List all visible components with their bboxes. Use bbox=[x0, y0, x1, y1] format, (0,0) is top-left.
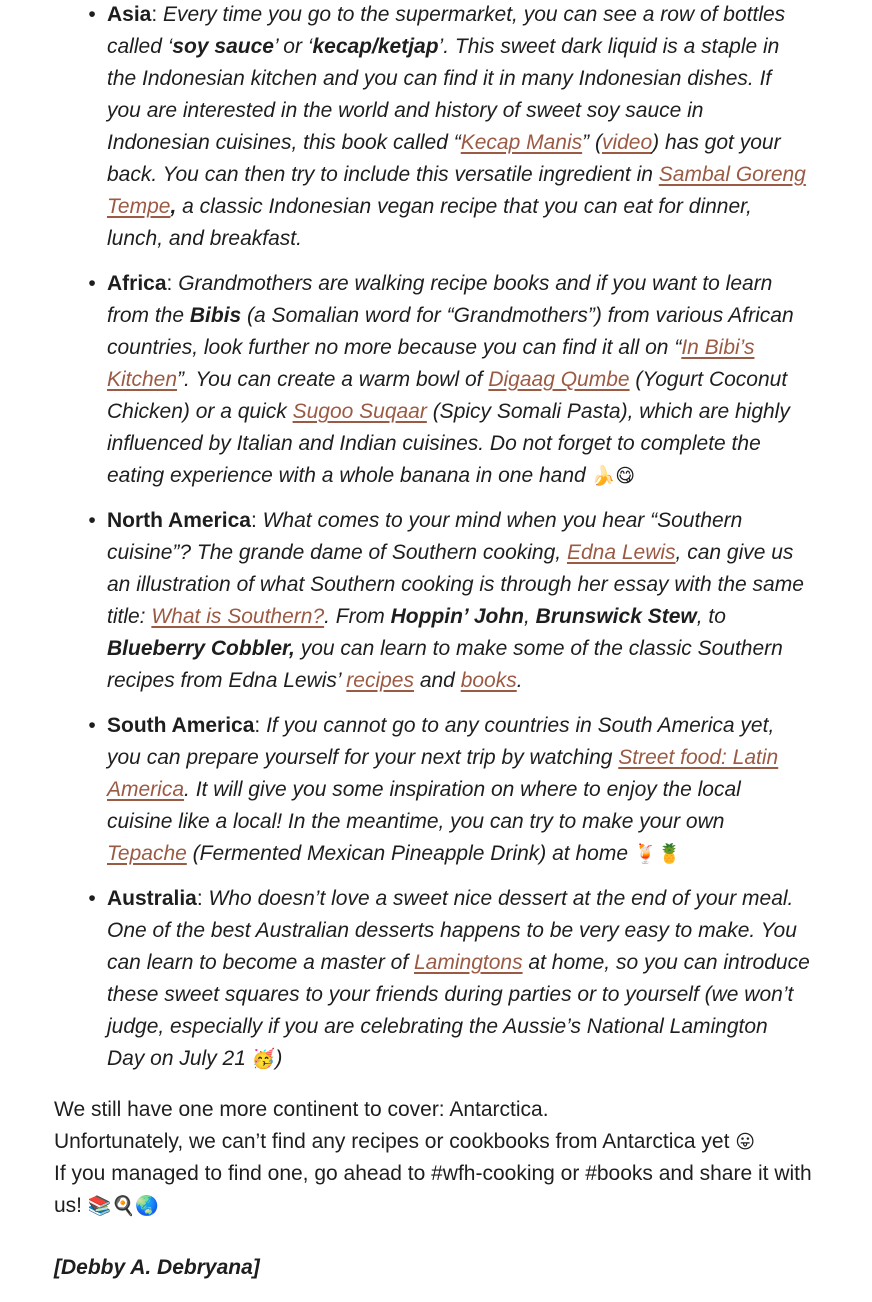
bold-term: Brunswick Stew bbox=[535, 605, 697, 628]
list-item-north-america bbox=[0, 505, 872, 697]
link-recipes[interactable]: recipes bbox=[346, 669, 414, 692]
books-pan-globe-emoji-icon: 📚🍳🌏 bbox=[87, 1195, 159, 1217]
bold-comma: , bbox=[170, 195, 177, 218]
item-text bbox=[107, 272, 794, 487]
bullet-icon bbox=[82, 268, 102, 300]
closing-line-1: We still have one more continent to cover: Antarctica. bbox=[54, 1098, 549, 1121]
link-street-food-latin-america[interactable]: Street food: Latin America bbox=[107, 746, 779, 801]
text: . bbox=[516, 669, 523, 692]
bold-term: Blueberry Cobbler, bbox=[107, 637, 295, 660]
text: . From bbox=[324, 605, 391, 628]
continent-name: South America bbox=[107, 714, 255, 737]
drink-pineapple-emoji-icon: 🍹🍍 bbox=[633, 843, 682, 865]
text: , to bbox=[696, 605, 726, 628]
text: ) bbox=[275, 1047, 283, 1070]
text: you can learn to make some of the classic Southern recipes from Edna Lewis’ bbox=[107, 637, 783, 692]
bold-term: Bibis bbox=[189, 304, 242, 327]
text: If you managed to find one, go ahead to #wfh-cooking or #books and share it with us! bbox=[54, 1162, 812, 1217]
text: Every time you go to the supermarket, you can see a row of bottles called ‘ bbox=[107, 3, 786, 58]
text: ”. You can create a warm bowl of bbox=[177, 368, 489, 391]
banana-yum-emoji-icon: 🍌😋 bbox=[591, 465, 635, 487]
colon: : bbox=[250, 509, 257, 532]
closing-line-3 bbox=[54, 1158, 834, 1222]
item-text bbox=[107, 3, 806, 250]
closing-paragraph bbox=[54, 1094, 834, 1222]
bullet-icon bbox=[82, 505, 102, 537]
bullet-icon bbox=[82, 0, 102, 31]
bullet-icon bbox=[82, 710, 102, 742]
text: a classic Indonesian vegan recipe that you can eat for dinner, lunch, and breakfast. bbox=[107, 195, 752, 250]
text: (Fermented Mexican Pineapple Drink) at home bbox=[186, 842, 634, 865]
link-books[interactable]: books bbox=[460, 669, 517, 692]
link-sugoo-suqaar[interactable]: Sugoo Suqaar bbox=[292, 400, 427, 423]
link-what-is-southern[interactable]: What is Southern? bbox=[151, 605, 325, 628]
text: and bbox=[413, 669, 461, 692]
closing-line-2 bbox=[54, 1126, 834, 1158]
text: , can give us an illustration of what Southern cooking is through her essay with the same title: bbox=[107, 541, 804, 628]
text: (Spicy Somali Pasta), which are highly influenced by Italian and Indian cuisines. Do not forget to complete the eating experience with a whole banana in one hand bbox=[107, 400, 790, 487]
text: , bbox=[524, 605, 536, 628]
link-lamingtons[interactable]: Lamingtons bbox=[414, 951, 523, 974]
text: ) has got your back. You can then try to include this versatile ingredient in bbox=[107, 131, 781, 186]
text: What comes to your mind when you hear “Southern cuisine”? The grande dame of Southern cooking, bbox=[107, 509, 743, 564]
colon: : bbox=[166, 272, 173, 295]
continent-name: North America bbox=[107, 509, 251, 532]
link-in-bibis-kitchen[interactable]: In Bibi’s Kitchen bbox=[107, 336, 755, 391]
tongue-face-emoji-icon: 😛 bbox=[735, 1131, 756, 1153]
continent-name: Africa bbox=[107, 272, 167, 295]
link-video[interactable]: video bbox=[601, 131, 653, 154]
item-text bbox=[107, 887, 810, 1070]
link-kecap-manis[interactable]: Kecap Manis bbox=[460, 131, 583, 154]
bold-term: soy sauce bbox=[172, 35, 274, 58]
text: Unfortunately, we can’t find any recipes or cookbooks from Antarctica yet bbox=[54, 1130, 736, 1153]
colon: : bbox=[254, 714, 261, 737]
text: ’ or ‘ bbox=[273, 35, 313, 58]
continent-name: Australia bbox=[107, 887, 197, 910]
text: at home, so you can introduce these sweet squares to your friends during parties or to yourself (we won’t judge, especially if you are celebrating the Aussie’s National Lamington Day on July 21 bbox=[107, 951, 810, 1070]
item-text bbox=[107, 509, 804, 692]
bullet-icon bbox=[82, 883, 102, 915]
text: (a Somalian word for “Grandmothers”) from various African countries, look further no more because you can find it all on “ bbox=[107, 304, 794, 359]
text: (Yogurt Coconut Chicken) or a quick bbox=[107, 368, 788, 423]
party-face-emoji-icon: 🥳 bbox=[251, 1048, 276, 1070]
list-item-africa bbox=[0, 268, 872, 492]
list-item-australia bbox=[0, 883, 872, 1075]
author-signature: [Debby A. Debryana] bbox=[54, 1256, 260, 1279]
bold-term: Hoppin’ John bbox=[390, 605, 524, 628]
text: Who doesn’t love a sweet nice dessert at the end of your meal. One of the best Australian desserts happens to be very easy to make. You can learn to become a master of bbox=[107, 887, 797, 974]
colon: : bbox=[196, 887, 203, 910]
continent-name: Asia bbox=[107, 3, 152, 26]
list-item-asia bbox=[0, 0, 872, 255]
text: . It will give you some inspiration on where to enjoy the local cuisine like a local! In the meantime, you can try to make your own bbox=[107, 778, 741, 833]
colon: : bbox=[151, 3, 158, 26]
text: ’. This sweet dark liquid is a staple in the Indonesian kitchen and you can find it in many Indonesian dishes. If you are interested in the world and history of sweet soy sauce in Indonesian cuisines, this book called “ bbox=[107, 35, 780, 154]
text: ” ( bbox=[582, 131, 602, 154]
link-digaag-qumbe[interactable]: Digaag Qumbe bbox=[488, 368, 630, 391]
link-sambal-goreng-tempe[interactable]: Sambal Goreng Tempe bbox=[107, 163, 806, 218]
list-item-south-america bbox=[0, 710, 872, 870]
text: If you cannot go to any countries in South America yet, you can prepare yourself for your next trip by watching bbox=[107, 714, 775, 769]
bold-term: kecap/ketjap bbox=[312, 35, 439, 58]
text: Grandmothers are walking recipe books and if you want to learn from the bbox=[107, 272, 773, 327]
link-tepache[interactable]: Tepache bbox=[107, 842, 187, 865]
link-edna-lewis[interactable]: Edna Lewis bbox=[566, 541, 676, 564]
